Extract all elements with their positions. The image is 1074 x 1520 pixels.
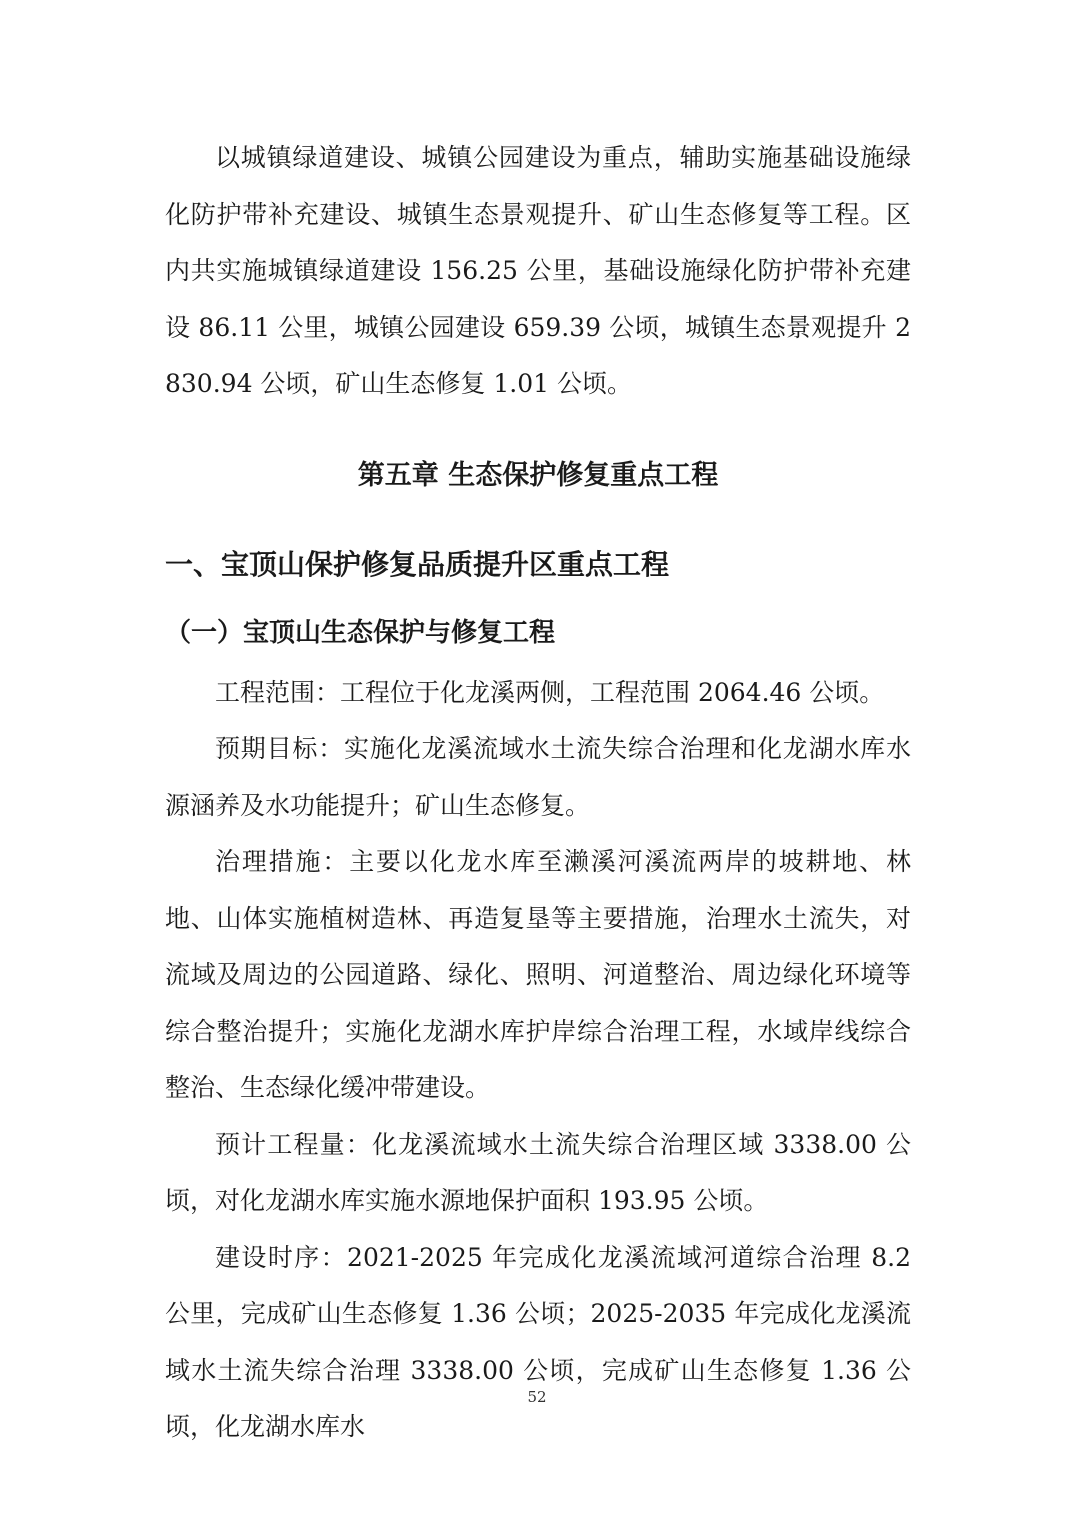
- expected-goal-paragraph: 预期目标：实施化龙溪流域水土流失综合治理和化龙湖水库水源涵养及水功能提升；矿山生态修复。: [165, 734, 911, 820]
- construction-schedule-paragraph: 建设时序：2021-2025 年完成化龙溪流域河道综合治理 8.2 公里，完成矿山生态修复 1.36 公顷；2025-2035 年完成化龙溪流域水土流失综合治理 3338.00 公顷，完成矿山生态修复 1.36 公顷，化龙湖水库水: [165, 1242, 911, 1441]
- page-number: 52: [527, 1388, 547, 1406]
- governance-measures-paragraph: 治理措施：主要以化龙水库至濑溪河溪流两岸的坡耕地、林地、山体实施植树造林、再造复垦等主要措施，治理水土流失，对流域及周边的公园道路、绿化、照明、河道整治、周边绿化环境等综合整治提升；实施化龙湖水库护岸综合治理工程，水域岸线综合整治、生态绿化缓冲带建设。: [165, 847, 911, 1102]
- estimated-workload-paragraph: 预计工程量：化龙溪流域水土流失综合治理区域 3338.00 公顷，对化龙湖水库实施水源地保护面积 193.95 公顷。: [165, 1129, 911, 1215]
- section-title: 一、宝顶山保护修复品质提升区重点工程: [165, 547, 670, 581]
- chapter-title: 第五章 生态保护修复重点工程: [357, 459, 719, 491]
- project-scope-paragraph: 工程范围：工程位于化龙溪两侧，工程范围 2064.46 公顷。: [215, 677, 885, 707]
- intro-paragraph: 以城镇绿道建设、城镇公园建设为重点，辅助实施基础设施绿化防护带补充建设、城镇生态景观提升、矿山生态修复等工程。区内共实施城镇绿道建设 156.25 公里，基础设施绿化防护带补充建设 86.11 公里，城镇公园建设 659.39 公顷，城镇生态景观提升 2830.94 公顷，矿山生态修复 1.01 公顷。: [165, 143, 911, 398]
- subsection-title: （一）宝顶山生态保护与修复工程: [165, 617, 556, 648]
- document-page: [165, 130, 911, 1456]
